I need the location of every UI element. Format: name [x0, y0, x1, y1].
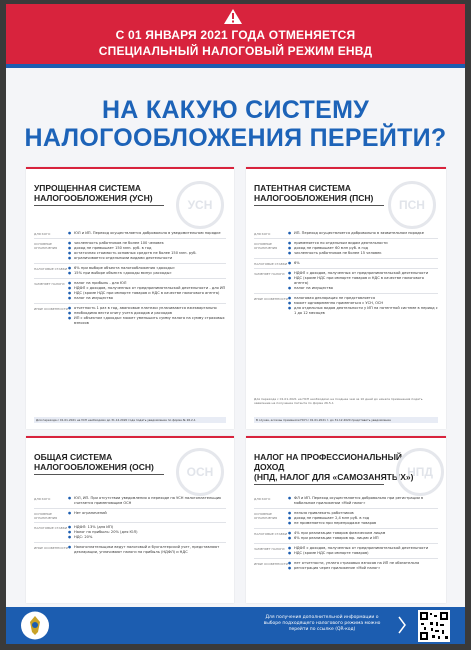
card-title	[254, 183, 404, 206]
row-label: ОСНОВНЫЕ ОГРАНИЧЕНИЯ	[34, 242, 58, 250]
row-label: ДЛЯ КОГО	[254, 497, 271, 501]
chevron-right-icon	[398, 616, 406, 634]
table-row	[254, 268, 438, 293]
list-item: ● численность работников не более 15 человек	[288, 251, 438, 256]
table-row	[254, 528, 438, 543]
row-text	[68, 231, 226, 236]
table-row	[34, 263, 226, 278]
row-text	[288, 261, 438, 266]
list-item: ● может одновременно применяться с УСН, ОСН	[288, 301, 438, 306]
card-title-line-1: ОБЩАЯ СИСТЕМА	[34, 452, 113, 462]
rows	[254, 494, 438, 573]
card-note: Для перехода с 01.01.2021 на ПСН необходимо не позднее чем за 10 дней до начала применения подать заявление на получение патента по форме 26.5-1	[254, 397, 423, 405]
table-row	[34, 303, 226, 328]
row-text	[68, 241, 226, 261]
table-row	[34, 229, 226, 238]
table-row	[34, 542, 226, 557]
row-label: ИНЫЕ ОСОБЕННОСТИ	[34, 307, 68, 311]
row-label: ЗАМЕНЯЕТ НАЛОГИ	[34, 282, 65, 286]
warning-icon	[224, 9, 242, 24]
list-item: ● Нет ограничений	[68, 511, 226, 516]
list-item: ● 6%	[288, 261, 438, 266]
list-item: ● доход не превышает 2,4 млн руб. в год	[288, 516, 438, 521]
qr-code-icon[interactable]	[418, 610, 450, 642]
divider-strip	[6, 64, 465, 68]
table-row	[254, 508, 438, 528]
row-text	[288, 296, 438, 316]
row-text	[288, 271, 438, 291]
row-label: ЗАМЕНЯЕТ НАЛОГИ	[254, 547, 285, 551]
row-text	[68, 306, 226, 326]
row-text	[68, 281, 226, 301]
list-item: ● НДФЛ с доходов, полученных от предпринимательской деятельности	[288, 271, 438, 276]
poster	[6, 4, 465, 644]
list-item: ● ЮЛ и ИП. Переход осуществляется добровольно в уведомительном порядке	[68, 231, 226, 236]
row-label: ОСНОВНЫЕ ОГРАНИЧЕНИЯ	[34, 512, 58, 520]
table-row	[254, 558, 438, 573]
npd-badge-icon: НПД	[396, 448, 444, 496]
list-item: ● НДФЛ с доходов, полученных от предпринимательской деятельности - для ИП	[68, 286, 226, 291]
table-row	[34, 508, 226, 522]
card-npd	[246, 436, 446, 603]
row-text	[288, 511, 438, 526]
list-item: ● применяется по отдельным видам деятельности	[288, 241, 438, 246]
banner-line-1: С 01 ЯНВАРЯ 2021 ГОДА ОТМЕНЯЕТСЯ	[115, 28, 356, 42]
card-title-line-2: (НПД, НАЛОГ ДЛЯ «САМОЗАНЯТЫХ»)	[254, 472, 414, 482]
row-text	[288, 241, 438, 256]
list-item: ● остаточная стоимость основных средств не более 150 млн. руб.	[68, 251, 226, 256]
list-item: ● НДС: 20%	[68, 535, 226, 540]
card-title-line-1: УПРОЩЕННАЯ СИСТЕМА	[34, 183, 142, 193]
row-text	[288, 231, 438, 236]
row-text	[68, 496, 226, 506]
top-banner	[6, 4, 465, 64]
row-label: ДЛЯ КОГО	[254, 232, 271, 236]
list-item: ● налог на прибыль - для ЮЛ	[68, 281, 226, 286]
row-text	[288, 546, 438, 556]
list-item: ● отчетность 1 раз в год, авансовые платежи уплачиваются ежеквартально	[68, 306, 226, 311]
table-row	[254, 543, 438, 558]
list-item: ● ЮЛ, ИП. При отсутствии уведомления о переходе на УСН налогоплательщик считается применяющим ОСН	[68, 496, 226, 506]
list-item: ● доход не превышает 60 млн руб. в год	[288, 246, 438, 251]
card-title-line-2: НАЛОГООБЛОЖЕНИЯ (ОСН)	[34, 462, 154, 472]
list-item: ● НДС (кроме НДС при импорте товаров и НДС в качестве налогового агента)	[288, 276, 438, 286]
list-item: ● нет отчетности, уплата страховых взносов на ИП не обязательна	[288, 561, 438, 566]
table-row	[34, 278, 226, 303]
row-label: НАЛОГОВЫЕ СТАВКИ	[254, 262, 288, 266]
list-item: ● Налог на прибыль: 20% (для ЮЛ)	[68, 530, 226, 535]
list-item: ● 4% при реализации товаров физическим лицам	[288, 531, 438, 536]
card-title	[34, 183, 184, 206]
card-title-line-2: НАЛОГООБЛОЖЕНИЯ (ПСН)	[254, 193, 374, 203]
list-item: ● численность работников не более 100 человек	[68, 241, 226, 246]
row-text	[288, 531, 438, 541]
list-item: ● налоговая декларация не представляется	[288, 296, 438, 301]
psn-badge-icon: ПСН	[388, 181, 436, 229]
row-label: ЗАМЕНЯЕТ НАЛОГИ	[254, 272, 285, 276]
card-osn	[26, 436, 234, 603]
list-item: ● 6% при выборе объекта налогообложения «доходы»	[68, 266, 226, 271]
row-text	[68, 266, 226, 276]
info-text: Для получения дополнительной информации о выборе подходящего налогового режима можно перейти по ссылке (QR-код)	[263, 615, 381, 632]
table-row	[254, 258, 438, 268]
list-item: ● нельзя привлекать работников	[288, 511, 438, 516]
row-text	[68, 511, 226, 520]
list-item: ● Налогоплательщики ведут налоговый и бухгалтерский учет, представляют декларации, уплачивают налоги на прибыль (НДФЛ) и НДС	[68, 545, 226, 555]
row-label: ОСНОВНЫЕ ОГРАНИЧЕНИЯ	[254, 242, 278, 250]
table-row	[254, 229, 438, 238]
list-item: ● для отдельных видов деятельности у ИП на патентной системе в период с 1 до 12 месяцев	[288, 306, 438, 316]
list-item: ● регистрация через приложение «Мой налог»	[288, 566, 438, 571]
card-usn	[26, 167, 234, 429]
list-item: ● НДФЛ с доходов, полученных от предпринимательской деятельности	[288, 546, 438, 551]
list-item: ● необходимо вести книгу учета доходов и расходов	[68, 311, 226, 316]
row-text	[288, 561, 438, 571]
row-label: ДЛЯ КОГО	[34, 232, 51, 236]
osn-badge-icon: ОСН	[176, 448, 224, 496]
card-title-line-1: НАЛОГ НА ПРОФЕССИОНАЛЬНЫЙ ДОХОД	[254, 452, 402, 472]
row-text	[68, 545, 226, 555]
row-text	[288, 496, 438, 506]
card-title	[34, 452, 184, 475]
card-title-line-2: НАЛОГООБЛОЖЕНИЯ (УСН)	[34, 193, 153, 203]
row-label: ОСНОВНЫЕ ОГРАНИЧЕНИЯ	[254, 512, 278, 520]
list-item: ● доход не превышает 150 млн. руб. в год	[68, 246, 226, 251]
headline-line-1: НА КАКУЮ СИСТЕМУ	[101, 96, 370, 124]
bottom-banner	[6, 607, 465, 644]
list-item: ● не применяется при перепродаже товаров	[288, 521, 438, 526]
row-label: ИНЫЕ ОСОБЕННОСТИ	[254, 297, 288, 301]
table-row	[34, 494, 226, 508]
list-item: ● налог на имущество	[68, 296, 226, 301]
rows	[34, 229, 226, 328]
list-item: ● ИП. Переход осуществляется добровольно в заявительном порядке	[288, 231, 438, 236]
card-psn	[246, 167, 446, 429]
card-note: Для перехода с 01.01.2021 на УСН необходимо до 31.12.2020 года подать уведомление по форме № 26.2-1	[34, 417, 226, 423]
table-row	[254, 238, 438, 258]
list-item: ● ИП с объектом «доходы» может уменьшить сумму налога на сумму страховых взносов	[68, 316, 226, 326]
list-item: ● НДС (кроме НДС при импорте товаров и НДС в качестве налогового агента)	[68, 291, 226, 296]
list-item: ● ФЛ и ИП. Переход осуществляется добровольно при регистрации в мобильном приложении «Мой налог»	[288, 496, 438, 506]
list-item: ● 15% при выборе объекта «доходы минус расходы»	[68, 271, 226, 276]
row-label: ИНЫЕ ОСОБЕННОСТИ	[34, 546, 68, 550]
row-label: НАЛОГОВЫЕ СТАВКИ	[34, 267, 68, 271]
table-row	[254, 293, 438, 318]
table-row	[254, 494, 438, 508]
list-item: ● 6% при реализации товаров юр. лицам и ИП	[288, 536, 438, 541]
usn-badge-icon: УСН	[176, 181, 224, 229]
list-item: ● НДФЛ: 13% (для ИП)	[68, 525, 226, 530]
fns-emblem-icon	[20, 610, 50, 641]
card-footnote: В случае, если вы применяли ПСН с 01.01.2021 г. до 31.12.2020 представить уведомление	[254, 417, 438, 423]
rows	[254, 229, 438, 318]
row-label: НАЛОГОВЫЕ СТАВКИ	[254, 532, 288, 536]
list-item: ● ограничивается отдельными видами деятельности	[68, 256, 226, 261]
card-title-line-1: ПАТЕНТНАЯ СИСТЕМА	[254, 183, 352, 193]
headline-line-2: НАЛОГООБЛОЖЕНИЯ ПЕРЕЙТИ?	[24, 124, 447, 152]
table-row	[34, 238, 226, 263]
row-label: НАЛОГОВЫЕ СТАВКИ	[34, 526, 68, 530]
banner-line-2: СПЕЦИАЛЬНЫЙ НАЛОГОВЫЙ РЕЖИМ ЕНВД	[98, 44, 373, 58]
list-item: ● НДС (кроме НДС при импорте товаров)	[288, 551, 438, 556]
row-label: ИНЫЕ ОСОБЕННОСТИ	[254, 562, 288, 566]
rows	[34, 494, 226, 557]
row-text	[68, 525, 226, 540]
table-row	[34, 522, 226, 542]
row-label: ДЛЯ КОГО	[34, 497, 51, 501]
list-item: ● налог на имущество	[288, 286, 438, 291]
